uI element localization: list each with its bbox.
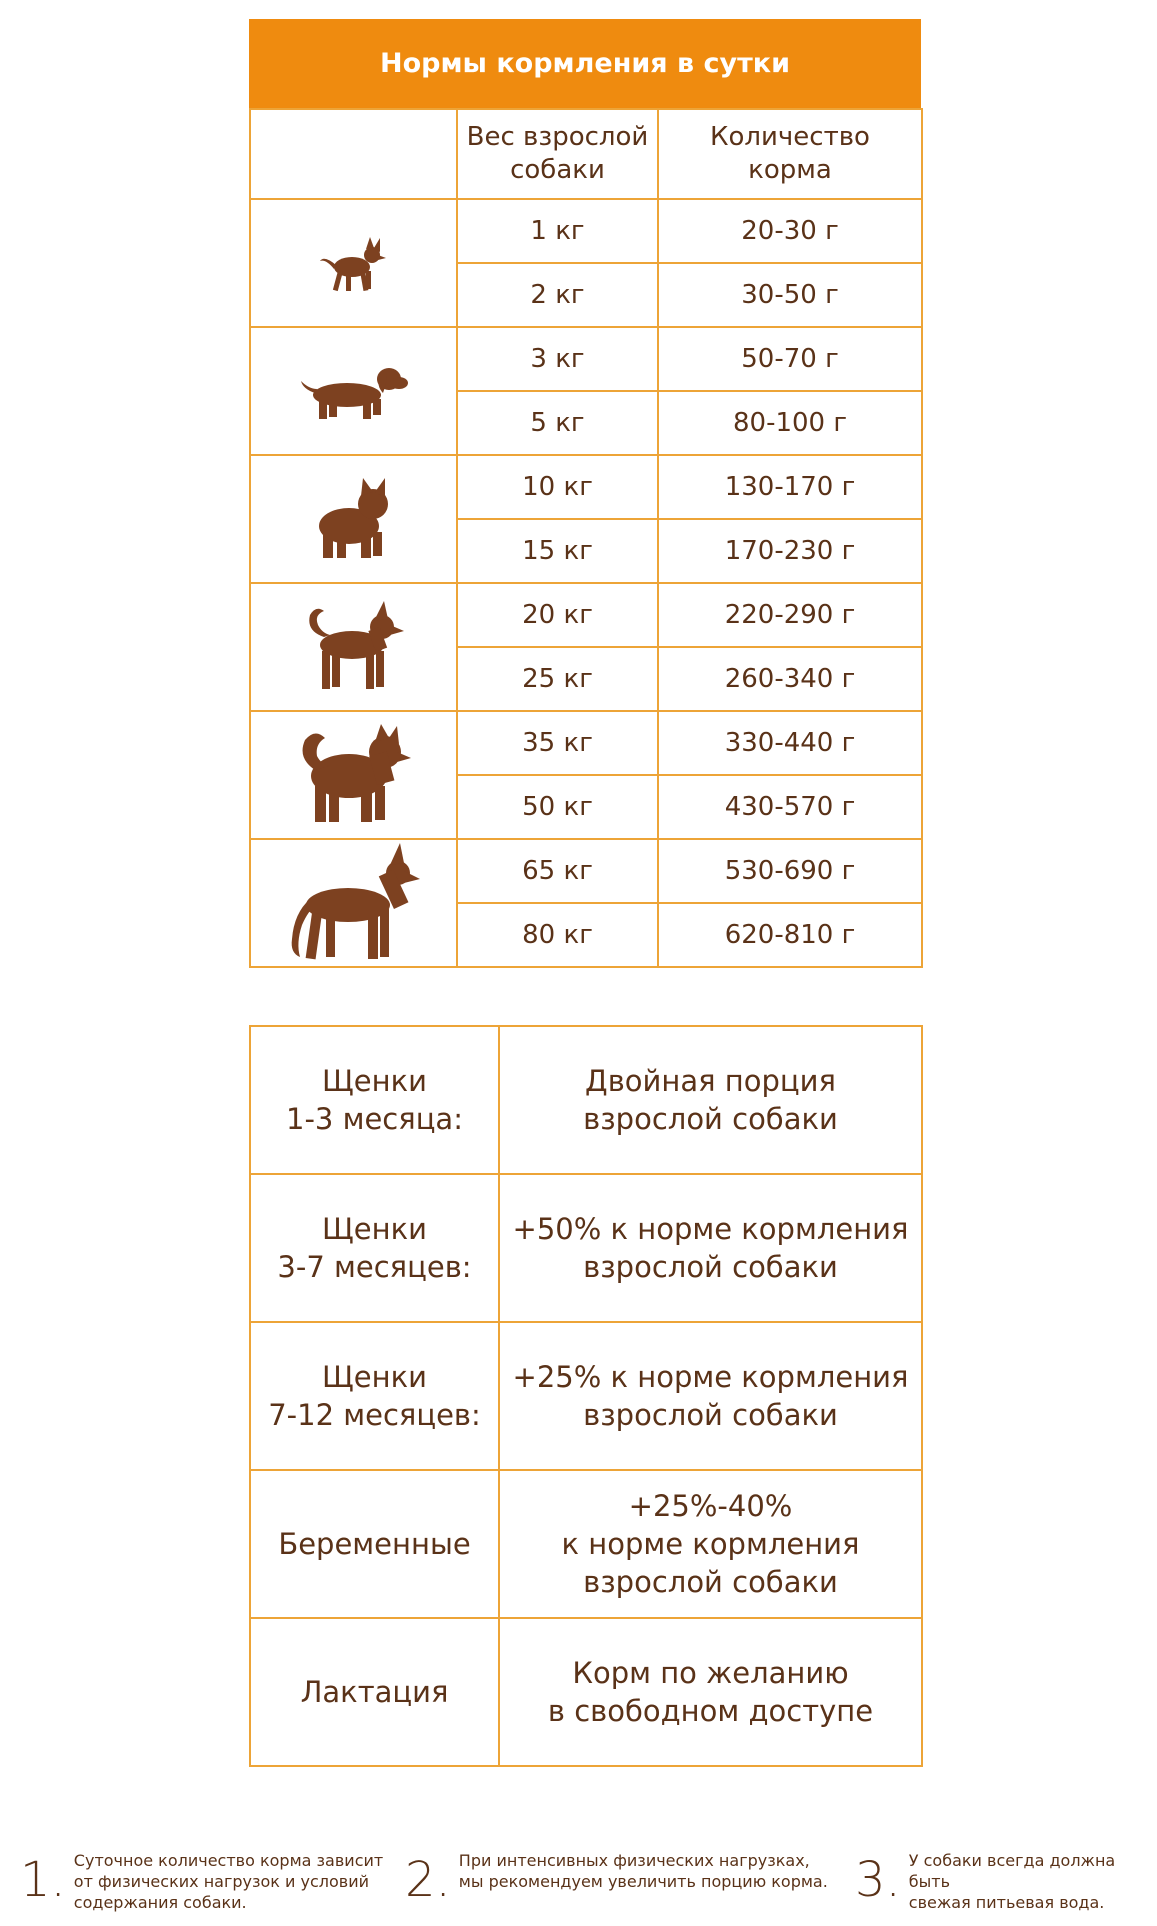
food-cell: 50-70 г — [658, 327, 922, 391]
food-cell: 530-690 г — [658, 839, 922, 903]
condition-value: +50% к норме кормления взрослой собаки — [499, 1174, 922, 1322]
condition-value: Корм по желанию в свободном доступе — [499, 1618, 922, 1766]
condition-label: Лактация — [250, 1618, 499, 1766]
table-row — [250, 199, 922, 263]
weight-cell: 50 кг — [457, 775, 658, 839]
bulldog-icon — [250, 455, 457, 583]
table-row — [250, 1174, 922, 1322]
table-row — [250, 327, 922, 391]
column-header-weight: Вес взрослой собаки — [457, 109, 658, 199]
page-title — [249, 19, 921, 108]
special-conditions-table — [249, 1025, 923, 1767]
column-header-empty — [250, 109, 457, 199]
weight-cell: 10 кг — [457, 455, 658, 519]
food-cell: 260-340 г — [658, 647, 922, 711]
table-row — [250, 455, 922, 519]
footnote-text: При интенсивных физических нагрузках, мы рекомендуем увеличить порцию корма. — [458, 1851, 828, 1891]
footnote-text: Суточное количество корма зависит от физических нагрузок и условий содержания собаки. — [73, 1851, 384, 1912]
table-row — [250, 1026, 922, 1174]
condition-value: Двойная порция взрослой собаки — [499, 1026, 922, 1174]
footnote-2 — [405, 1850, 828, 1908]
husky-icon — [250, 711, 457, 839]
footnote-3 — [855, 1850, 1157, 1913]
footnote-1 — [20, 1850, 383, 1913]
weight-cell: 1 кг — [457, 199, 658, 263]
table-row — [250, 583, 922, 647]
weight-cell: 35 кг — [457, 711, 658, 775]
footnote-number: 1. — [20, 1852, 66, 1908]
food-cell: 330-440 г — [658, 711, 922, 775]
condition-label: Щенки 1-3 месяца: — [250, 1026, 499, 1174]
page-title-text: Нормы кормления в сутки — [379, 48, 790, 79]
footnote-number: 2. — [405, 1852, 451, 1908]
footnotes — [0, 1850, 1157, 1920]
footnote-text: У собаки всегда должна быть свежая питьевая вода. — [908, 1851, 1116, 1912]
weight-cell: 65 кг — [457, 839, 658, 903]
table-header-row — [250, 109, 922, 199]
table-row — [250, 1618, 922, 1766]
large-dog-icon — [250, 839, 457, 967]
feeding-table — [249, 108, 923, 968]
dachshund-icon — [250, 327, 457, 455]
column-header-food: Количество корма — [658, 109, 922, 199]
weight-cell: 80 кг — [457, 903, 658, 967]
weight-cell: 2 кг — [457, 263, 658, 327]
condition-label: Щенки 7-12 месяцев: — [250, 1322, 499, 1470]
weight-cell: 25 кг — [457, 647, 658, 711]
food-cell: 620-810 г — [658, 903, 922, 967]
table-row — [250, 1322, 922, 1470]
small-dog-icon — [250, 199, 457, 327]
footnote-number: 3. — [855, 1852, 901, 1908]
weight-cell: 15 кг — [457, 519, 658, 583]
weight-cell: 5 кг — [457, 391, 658, 455]
food-cell: 430-570 г — [658, 775, 922, 839]
food-cell: 130-170 г — [658, 455, 922, 519]
food-cell: 170-230 г — [658, 519, 922, 583]
table-row — [250, 839, 922, 903]
condition-value: +25% к норме кормления взрослой собаки — [499, 1322, 922, 1470]
table-row — [250, 1470, 922, 1618]
food-cell: 30-50 г — [658, 263, 922, 327]
table-row — [250, 711, 922, 775]
condition-label: Беременные — [250, 1470, 499, 1618]
weight-cell: 3 кг — [457, 327, 658, 391]
food-cell: 220-290 г — [658, 583, 922, 647]
condition-value: +25%-40% к норме кормления взрослой собаки — [499, 1470, 922, 1618]
medium-dog-icon — [250, 583, 457, 711]
food-cell: 20-30 г — [658, 199, 922, 263]
condition-label: Щенки 3-7 месяцев: — [250, 1174, 499, 1322]
food-cell: 80-100 г — [658, 391, 922, 455]
weight-cell: 20 кг — [457, 583, 658, 647]
